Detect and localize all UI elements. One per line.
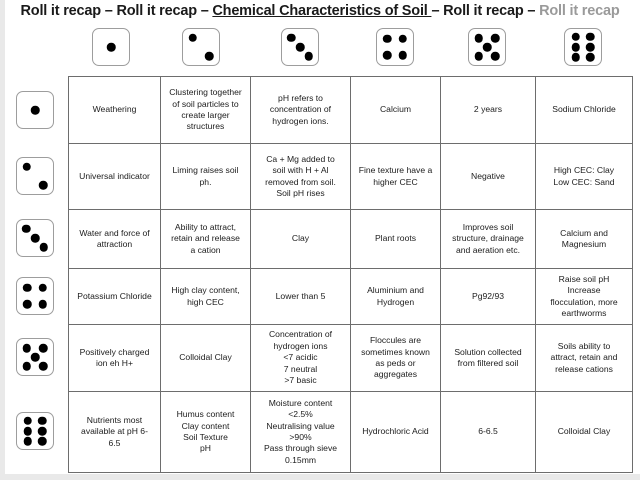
cell-line: 7 neutral	[283, 363, 318, 374]
die-pip	[22, 344, 31, 353]
die-pip	[572, 33, 581, 42]
die-pip	[22, 362, 31, 371]
row-die-slot-1	[16, 91, 54, 129]
title-segment-3: –	[196, 3, 213, 19]
cell-line: Calcium and	[560, 227, 608, 238]
cell-line: removed from soil.	[265, 176, 336, 187]
cell-line: Calcium	[379, 104, 412, 115]
cell-line: retain and release	[171, 233, 240, 244]
die-pip	[586, 43, 595, 52]
column-die-slot-2	[182, 28, 220, 66]
cell-line: Pass through sieve	[263, 443, 338, 454]
dice-1-icon	[92, 28, 130, 66]
die-pip	[38, 417, 47, 426]
row-die-slot-5	[16, 338, 54, 376]
die-pip	[398, 51, 407, 60]
cell-line: 6-6.5	[478, 426, 498, 437]
cell-line: ion eh H+	[95, 358, 134, 368]
table-cell	[441, 325, 536, 392]
cell-line: Neutralising value	[266, 420, 335, 431]
slide-title	[0, 0, 640, 22]
die-pip	[23, 283, 32, 292]
cell-line: structure, drainage	[452, 233, 524, 244]
cell-line: concentration of	[269, 104, 332, 115]
title-segment-1: –	[100, 3, 117, 19]
table-cell	[536, 269, 633, 325]
cell-line: pH	[200, 443, 211, 454]
table-cell	[536, 77, 633, 144]
die-pip	[398, 34, 407, 43]
table-cell	[69, 392, 161, 473]
cell-line: Humus content	[176, 409, 235, 420]
die-pip	[23, 300, 32, 309]
table-cell	[251, 77, 351, 144]
cell-line: attract, retain and	[550, 352, 618, 363]
cell-line: 2 years	[473, 104, 503, 115]
table-cell	[251, 269, 351, 325]
cell-line: Weathering	[92, 104, 137, 115]
die-pip	[39, 344, 48, 353]
cell-line: Colloidal Clay	[179, 352, 232, 363]
row-die-slot-6	[16, 412, 54, 450]
die-pip	[39, 362, 48, 371]
table-cell	[251, 210, 351, 269]
cell-line: Clay content	[181, 420, 230, 431]
table-cell	[441, 392, 536, 473]
cell-line: Increase	[567, 285, 601, 296]
page-edge-left	[0, 0, 5, 480]
table-cell	[161, 77, 251, 144]
cell-line: Pg92/93	[471, 290, 505, 301]
dice-2-icon	[182, 28, 220, 66]
die-pip	[31, 353, 40, 362]
die-pip	[483, 43, 492, 52]
die-pip	[24, 427, 33, 436]
dice-4-icon	[376, 28, 414, 66]
cell-line: Ca + Mg added to	[266, 153, 335, 164]
cell-line: Magnesium	[561, 239, 607, 249]
row-die-slot-2	[16, 157, 54, 195]
table-row	[69, 77, 633, 144]
die-pip	[38, 300, 47, 309]
cell-line: Liming raises soil	[172, 165, 239, 176]
table-cell	[69, 144, 161, 210]
title-segment-2: Roll it recap	[116, 3, 197, 19]
table-row	[69, 392, 633, 473]
cell-line: Solution collected	[454, 346, 522, 357]
cell-line: as peds or	[375, 358, 416, 368]
die-pip	[22, 162, 31, 171]
die-pip	[474, 34, 483, 43]
table-row	[69, 269, 633, 325]
dice-3-icon	[16, 219, 54, 257]
die-pip	[287, 33, 296, 42]
die-pip	[383, 51, 392, 60]
table-cell	[536, 392, 633, 473]
cell-line: Fine texture have a	[358, 165, 433, 176]
cell-line: Hydrogen	[376, 296, 415, 307]
die-pip	[24, 417, 33, 426]
cell-line: Sodium Chloride	[552, 104, 616, 115]
cell-line: Potassium Chloride	[77, 290, 152, 301]
table-cell	[161, 325, 251, 392]
cell-line: higher CEC	[373, 176, 418, 187]
cell-line: pH refers to	[278, 92, 323, 103]
die-pip	[24, 437, 33, 446]
die-pip	[586, 33, 595, 42]
cell-line: Positively charged	[79, 346, 150, 357]
die-pip	[304, 52, 313, 61]
cell-line: Low CEC: Sand	[553, 176, 615, 187]
table-cell	[161, 210, 251, 269]
die-pip	[38, 283, 47, 292]
cell-line: Soils ability to	[557, 340, 611, 351]
cell-line: Nutrients most	[86, 414, 143, 425]
table-row	[69, 325, 633, 392]
die-pip	[491, 52, 500, 61]
cell-line: sometimes known	[361, 346, 430, 357]
cell-line: Improves soil	[462, 221, 514, 232]
cell-line: high CEC	[187, 296, 224, 307]
dice-5-icon	[468, 28, 506, 66]
die-pip	[38, 427, 47, 436]
dice-1-icon	[16, 91, 54, 129]
cell-line: attraction	[96, 239, 133, 249]
die-pip	[586, 53, 595, 62]
table-cell	[69, 77, 161, 144]
table-cell	[251, 392, 351, 473]
cell-line: Soil pH rises	[276, 187, 325, 198]
dice-2-icon	[16, 157, 54, 195]
cell-line: Universal indicator	[79, 170, 150, 181]
page-edge-bottom	[0, 474, 640, 480]
die-pip	[383, 34, 392, 43]
die-pip	[205, 52, 214, 61]
dice-5-icon	[16, 338, 54, 376]
cell-line: High clay content,	[171, 285, 240, 296]
cell-line: structures	[186, 121, 225, 132]
cell-line: Raise soil pH	[558, 273, 610, 284]
table-cell	[69, 269, 161, 325]
title-segment-6: Roll it recap	[443, 3, 524, 19]
table-cell	[251, 144, 351, 210]
die-pip	[572, 53, 581, 62]
title-segment-7: –	[523, 3, 540, 19]
title-segment-0: Roll it recap	[20, 3, 101, 19]
table-cell	[69, 325, 161, 392]
cell-line: hydrogen ions	[273, 340, 328, 351]
die-pip	[296, 43, 305, 52]
cell-line: <2.5%	[288, 409, 313, 420]
column-die-slot-1	[92, 28, 130, 66]
title-segment-5: –	[431, 3, 444, 19]
column-die-slot-6	[564, 28, 602, 66]
cell-line: 0.15mm	[284, 454, 317, 465]
dice-6-icon	[16, 412, 54, 450]
cell-line: flocculation, more	[550, 296, 618, 307]
die-pip	[39, 181, 48, 190]
cell-line: >7 basic	[284, 375, 317, 386]
table-cell	[69, 210, 161, 269]
dice-6-icon	[564, 28, 602, 66]
column-header-dice	[68, 25, 632, 71]
die-pip	[31, 234, 40, 243]
cell-line: soil with H + Al	[272, 165, 329, 176]
column-die-slot-4	[376, 28, 414, 66]
cell-line: Negative	[471, 170, 505, 181]
recap-table-body	[69, 77, 633, 473]
cell-line: Aluminium and	[367, 285, 424, 296]
cell-line: of soil particles to	[172, 98, 239, 109]
cell-line: Plant roots	[374, 233, 417, 244]
cell-line: Clay	[291, 233, 310, 244]
row-die-slot-4	[16, 277, 54, 315]
die-pip	[491, 34, 500, 43]
cell-line: Soil Texture	[183, 432, 228, 442]
row-die-slot-3	[16, 219, 54, 257]
table-row	[69, 210, 633, 269]
die-pip	[107, 43, 116, 52]
table-cell	[441, 77, 536, 144]
cell-line: Water and force of	[79, 227, 150, 238]
cell-line: aggregates	[373, 369, 417, 380]
table-cell	[351, 392, 441, 473]
cell-line: Colloidal Clay	[557, 426, 611, 437]
cell-line: Hydrochloric Acid	[362, 426, 429, 437]
cell-line: hydrogen ions.	[272, 115, 329, 126]
die-pip	[31, 106, 40, 115]
cell-line: Concentration of	[268, 329, 333, 340]
cell-line: 6.5	[108, 437, 121, 448]
table-cell	[441, 144, 536, 210]
cell-line: release cations	[555, 363, 613, 374]
title-segment-4: Chemical Characteristics of Soil	[212, 3, 432, 19]
cell-line: <7 acidic	[283, 352, 318, 363]
die-pip	[572, 43, 581, 52]
table-cell	[351, 269, 441, 325]
table-cell	[351, 144, 441, 210]
table-cell	[351, 77, 441, 144]
column-die-slot-3	[281, 28, 319, 66]
die-pip	[22, 224, 31, 233]
table-cell	[351, 210, 441, 269]
die-pip	[38, 437, 47, 446]
table-cell	[441, 269, 536, 325]
slide-title-text	[21, 1, 620, 21]
recap-table	[68, 76, 633, 473]
cell-line: available at pH 6-	[81, 426, 148, 437]
die-pip	[474, 52, 483, 61]
column-die-slot-5	[468, 28, 506, 66]
table-cell	[536, 144, 633, 210]
table-cell	[536, 325, 633, 392]
cell-line: Ability to attract,	[174, 221, 237, 232]
table-cell	[161, 269, 251, 325]
table-cell	[441, 210, 536, 269]
table-cell	[536, 210, 633, 269]
table-cell	[251, 325, 351, 392]
cell-line: a cation	[190, 244, 221, 255]
die-pip	[188, 33, 197, 42]
title-segment-8: Roll it recap	[539, 3, 620, 19]
cell-line: create larger	[181, 110, 230, 120]
cell-line: >90%	[289, 432, 312, 442]
dice-4-icon	[16, 277, 54, 315]
table-cell	[351, 325, 441, 392]
cell-line: Moisture content	[268, 397, 333, 408]
cell-line: earthworms	[561, 307, 607, 318]
cell-line: and aeration etc.	[455, 244, 521, 255]
row-header-dice	[12, 75, 64, 473]
dice-3-icon	[281, 28, 319, 66]
cell-line: from filtered soil	[457, 358, 519, 368]
cell-line: Floccules are	[369, 335, 422, 346]
table-cell	[161, 392, 251, 473]
table-cell	[161, 144, 251, 210]
die-pip	[39, 243, 48, 252]
cell-line: High CEC: Clay	[553, 165, 615, 176]
cell-line: ph.	[199, 176, 212, 187]
cell-line: Clustering together	[169, 87, 242, 98]
cell-line: Lower than 5	[275, 290, 326, 301]
table-row	[69, 144, 633, 210]
